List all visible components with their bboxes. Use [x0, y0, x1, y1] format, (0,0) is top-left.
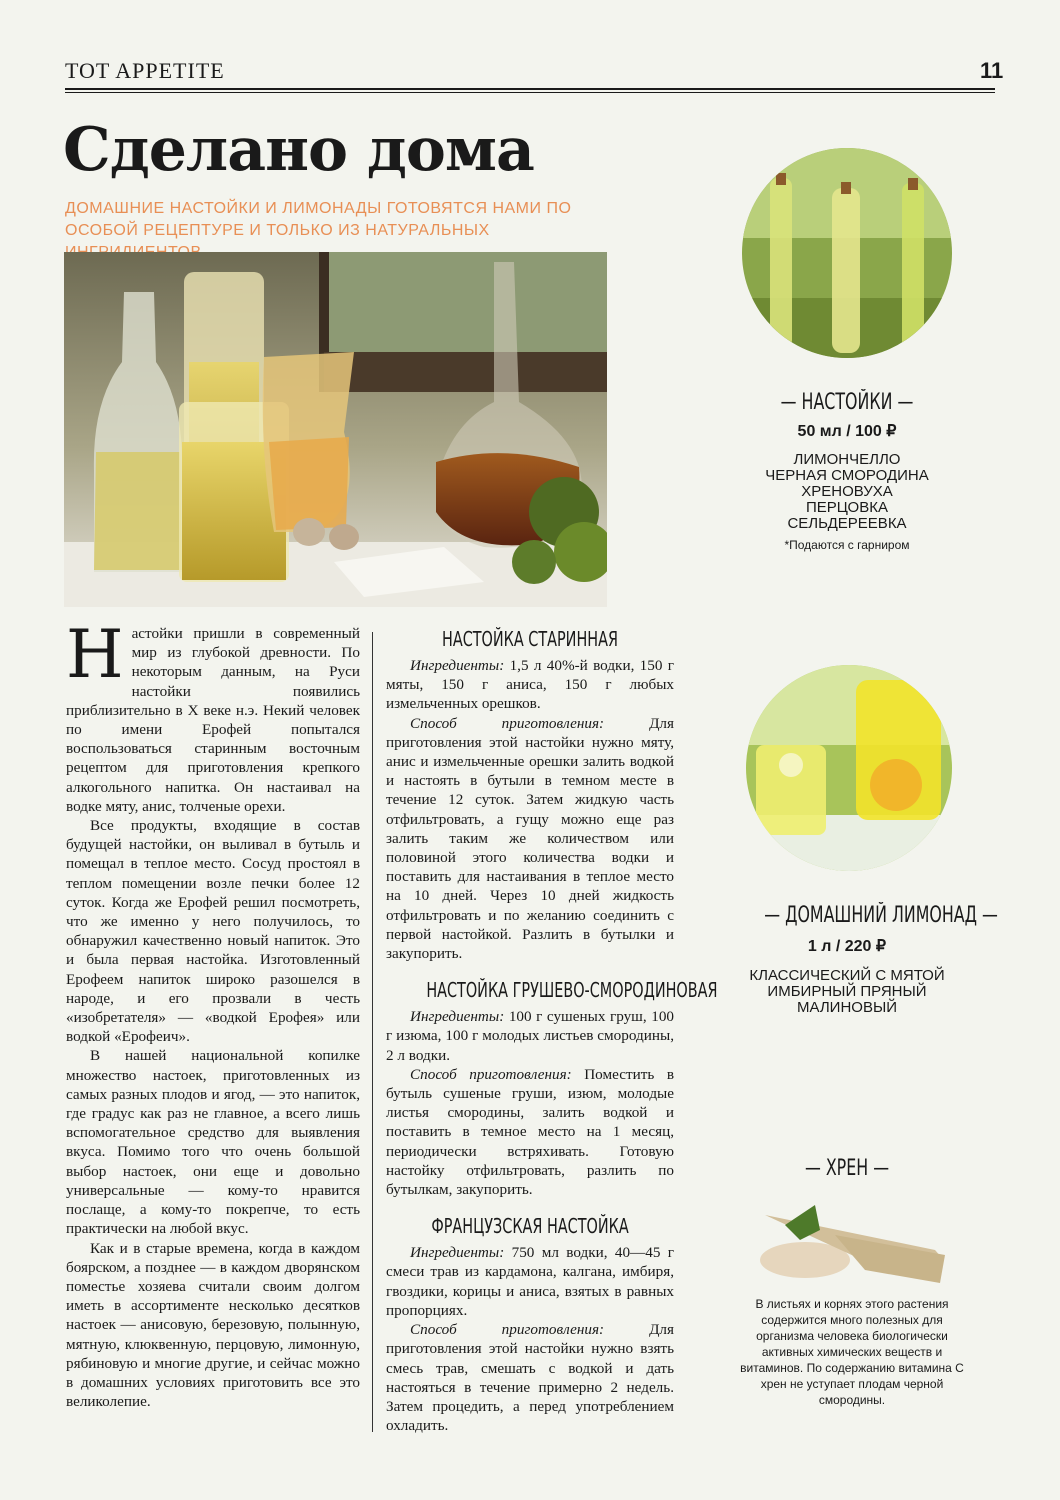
- list-item: МАЛИНОВЫЙ: [796, 999, 898, 1016]
- recipe-ingredients: Ингредиенты: 750 мл водки, 40—45 г смеси трав из кардамона, калгана, имбиря, гвоздики, корицы и аниса, взятых в равных пропорциях.: [386, 1244, 674, 1319]
- list-item: СЕЛЬДЕРЕЕВКА: [787, 515, 907, 532]
- list-item: ХРЕНОВУХА: [801, 483, 893, 500]
- horseradish-photo: [745, 1195, 953, 1290]
- article-paragraph: Все продукты, входящие в состав будущей настойки, он выливал в бутыль и помещал в теплое место. Сосуд простоял в теплом помещении возле печки более 12 суток. Когда же Ерофей решил посмотреть, что же именно у него получилось, то обнаружил качественно новый напиток. Это и была первая настойка. Изготовленный Ерофеем напиток широко разошелся в народе, и его прозвали в честь «изобретателя» — «водкой Ерофея» или водкой «Ерофеич».: [66, 817, 360, 1046]
- recipes-column: [386, 626, 718, 1449]
- header-rule: [65, 88, 995, 90]
- list-item: ЧЕРНАЯ СМОРОДИНА: [765, 467, 929, 484]
- recipe-method: Способ приготовления: Для приготовления этой настойки нужно взять смесь трав, смешать с водкой и дать настояться в течение примерно 2 недель. Затем процедить, а перед употреблением охладить.: [386, 1321, 674, 1435]
- article-paragraph: Как и в старые времена, когда в каждом боярском, а позднее — в каждом дворянском поместье хозяева считали своим долгом иметь в ассортименте несколько десятков настоек — анисовую, березовую, полынную, мятную, клюквенную, перцовую, лимонную, рябиновую и многие другие, и сейчас можно в домашних условиях приготовить все это великолепие.: [66, 1239, 360, 1411]
- recipe-pear-currant: [386, 977, 718, 1199]
- list-item: ИМБИРНЫЙ ПРЯНЫЙ: [767, 983, 927, 1000]
- nastoiki-price: 50 мл / 100 ₽: [797, 423, 897, 440]
- recipe-title: НАСТОЙКА ГРУШЕВО-СМОРОДИНОВАЯ: [426, 978, 718, 1003]
- list-item: КЛАССИЧЕСКИЙ С МЯТОЙ: [749, 967, 945, 984]
- article-subtitle: ДОМАШНИЕ НАСТОЙКИ И ЛИМОНАДЫ ГОТОВЯТСЯ НАМИ ПО ОСОБОЙ РЕЦЕПТУРЕ И ТОЛЬКО ИЗ НАТУРАЛЬНЫХ: [65, 200, 572, 239]
- column-divider: [372, 632, 373, 1432]
- page-number: 11: [980, 58, 1004, 83]
- khren-heading: — ХРЕН —: [804, 1156, 890, 1181]
- header-rule-thin: [65, 92, 995, 93]
- list-item: ЛИМОНЧЕЛЛО: [793, 451, 901, 468]
- recipe-french: [386, 1213, 674, 1435]
- magazine-name: TOT APPETITE: [65, 58, 225, 83]
- limonad-list: [742, 968, 952, 1016]
- article-column: [66, 616, 360, 1411]
- recipe-title: ФРАНЦУЗСКАЯ НАСТОЙКА: [431, 1214, 629, 1239]
- lemonade-photo-circle: [746, 665, 952, 871]
- bottles-photo-circle: [742, 148, 952, 358]
- nastoiki-list: [742, 452, 952, 532]
- recipe-title: НАСТОЙКА СТАРИННАЯ: [442, 627, 618, 651]
- khren-note: В листьях и корнях этого растения содержится много полезных для организма человека биологически активных химических веществ и витаминов. По содержанию витамина С хрен не уступает плодам черной смородины.: [740, 1297, 964, 1407]
- recipe-method: Способ приготовления: Для приготовления этой настойки нужно мяту, анис и измельченные орешки залить водкой и настоять в бутыли в темном месте в течение 12 суток. Затем жидкую часть отфильтровать, а гущу можно еще раз залить таким же количеством или половиной этого количества водки и поставить для настаивания в теплое место на 10 дней. Через 10 дней жидкость отфильтровать и по желанию соединить с первой настойкой. Разлить в бутылки и закупорить.: [386, 714, 674, 963]
- main-photo-bottles: [64, 252, 607, 607]
- article-title: Сделано дома: [63, 115, 534, 185]
- drop-cap: Н: [66, 616, 124, 693]
- limonad-heading: — ДОМАШНИЙ ЛИМОНАД —: [764, 903, 998, 928]
- recipe-ingredients: Ингредиенты: 100 г сушеных груш, 100 г изюма, 100 г молодых листьев смородины, 2 л водки.: [386, 1008, 675, 1064]
- article-paragraph: Настойки пришли в современный мир из глубокой древности. По некоторым данным, на Руси настойки появились приблизительно в X веке н.э. Некий человек по имени Ерофей попытался воспользоваться старинным восточным рецептом для приготовления крепкого алкогольного напитка. Он настаивал на водке мяту, анис, толченые орехи.: [66, 616, 360, 815]
- limonad-price: 1 л / 220 ₽: [807, 938, 887, 955]
- recipe-method: Способ приготовления: Поместить в бутыль сушеные груши, изюм, молодые листья смородины, залить водкой и поставить в темное место на 1 месяц, периодически встряхивать. Готовую настойку отфильтровать, разлить по бутылкам, закупорить.: [386, 1065, 674, 1199]
- article-paragraph: В нашей национальной копилке множество настоек, приготовленных из самых разных плодов и ягод, — это напиток, где градус как раз не главное, а всего лишь вспомогательное средство для выявления вкуса. Помимо того что очень большой выбор настоек, они еще и довольно универсальные — кому-то нравится послаще, а кому-то покрепче, то есть практически на любой вкус.: [66, 1047, 360, 1238]
- nastoiki-heading: — НАСТОЙКИ —: [780, 390, 914, 415]
- list-item: ПЕРЦОВКА: [806, 499, 888, 516]
- recipe-ingredients: Ингредиенты: 1,5 л 40%-й водки, 150 г мяты, 150 г аниса, 150 г любых измельченных орешков.: [386, 657, 675, 713]
- nastoiki-note: *Подаются с гарниром: [784, 538, 910, 552]
- recipe-old: [386, 626, 674, 963]
